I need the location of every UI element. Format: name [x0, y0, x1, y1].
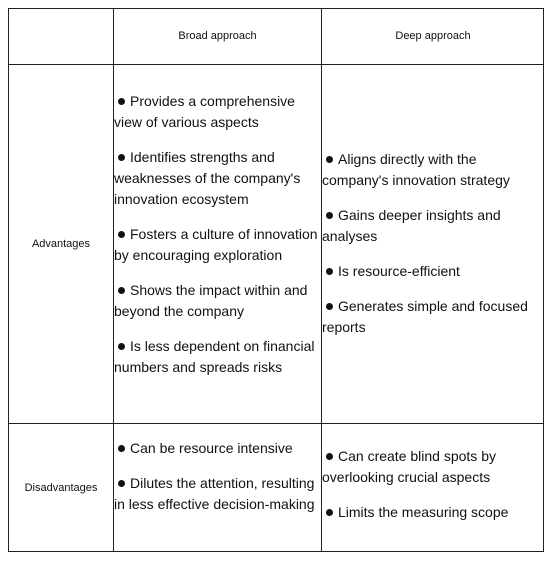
header-deep-approach: Deep approach: [395, 30, 471, 42]
bullet-icon: [326, 509, 333, 516]
disadvantages-deep-cell: [322, 446, 544, 523]
row-divider: [9, 423, 543, 424]
bullet-text: Gains deeper insights and analyses: [322, 207, 501, 244]
advantages-deep-cell: [322, 149, 544, 338]
bullet-text: Generates simple and focused reports: [322, 298, 528, 335]
bullet-icon: [326, 303, 333, 310]
bullet-item: [114, 91, 322, 133]
bullet-item: [114, 438, 322, 459]
bullet-text: Provides a comprehensive view of various aspects: [114, 93, 295, 130]
bullet-icon: [118, 287, 125, 294]
bullet-icon: [326, 453, 333, 460]
bullet-item: [114, 147, 322, 210]
bullet-item: [322, 502, 544, 523]
header-broad-approach: Broad approach: [178, 30, 257, 42]
bullet-icon: [118, 154, 125, 161]
bullet-item: [114, 336, 322, 378]
row-label-advantages: Advantages: [31, 238, 91, 250]
bullet-icon: [118, 343, 125, 350]
bullet-text: Fosters a culture of innovation by encouraging exploration: [114, 226, 318, 263]
bullet-item: [114, 280, 322, 322]
row-label-disadvantages: Disadvantages: [24, 482, 98, 494]
bullet-text: Can be resource intensive: [130, 440, 293, 456]
bullet-icon: [326, 212, 333, 219]
bullet-text: Is less dependent on financial numbers and spreads risks: [114, 338, 315, 375]
bullet-item: [322, 205, 544, 247]
bullet-icon: [118, 98, 125, 105]
bullet-icon: [326, 156, 333, 163]
advantages-broad-cell: [114, 91, 322, 378]
header-divider: [9, 64, 543, 65]
comparison-table: [8, 8, 544, 552]
bullet-item: [322, 446, 544, 488]
bullet-text: Identifies strengths and weaknesses of the company's innovation ecosystem: [114, 149, 301, 207]
disadvantages-broad-cell: [114, 438, 322, 515]
bullet-text: Limits the measuring scope: [338, 504, 509, 520]
bullet-item: [322, 261, 544, 282]
bullet-icon: [118, 231, 125, 238]
bullet-icon: [118, 480, 125, 487]
bullet-item: [322, 296, 544, 338]
bullet-text: Dilutes the attention, resulting in less effective decision-making: [114, 475, 315, 512]
bullet-item: [114, 224, 322, 266]
bullet-item: [322, 149, 544, 191]
bullet-text: Aligns directly with the company's innovation strategy: [322, 151, 510, 188]
bullet-icon: [326, 268, 333, 275]
bullet-text: Shows the impact within and beyond the company: [114, 282, 308, 319]
bullet-item: [114, 473, 322, 515]
bullet-icon: [118, 445, 125, 452]
bullet-text: Can create blind spots by overlooking crucial aspects: [322, 448, 496, 485]
bullet-text: Is resource-efficient: [338, 263, 460, 279]
